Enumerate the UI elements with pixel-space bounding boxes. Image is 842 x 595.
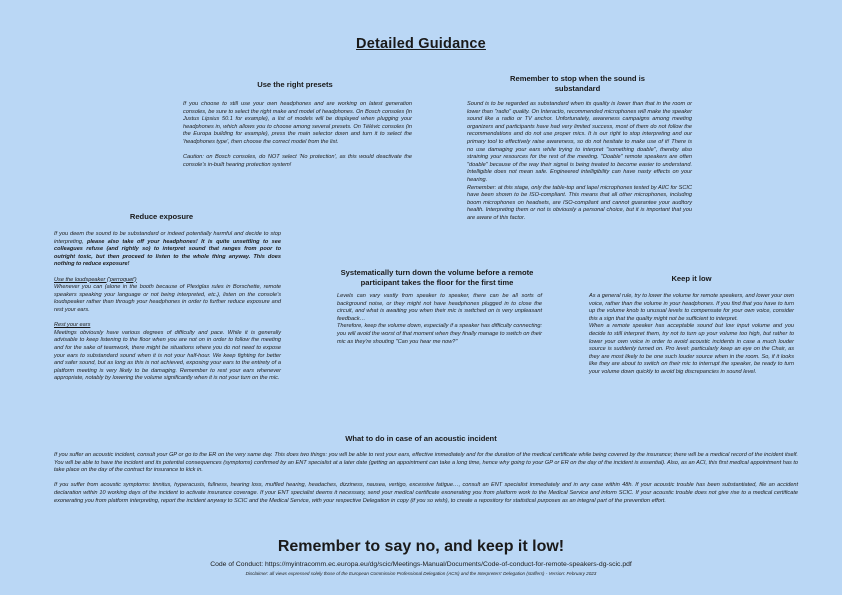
turndown-paragraph: Levels can vary vastly from speaker to speaker, there can be all sorts of background noise, or they might not have headphones plugged in to close the circuit, and what is awaiting you when their mic is switched on is very unpleasant feedback…: [337, 293, 542, 322]
rest-ears-paragraph: Meetings obviously have various degrees of difficulty and pace. While it is generally advisable to keep listening to the floor when you are not on in order to follow the meeting and for the sake of teamwork, there might be situations where you do not need to expose your ears to substandard sound when it is not your half-hour. We keep fighting for better and safer sound, but as long as this is not achieved, exposing your ears to the entirety of a platform meeting is very likely to be damaging. Remember to rest your ears whenever appropriate, notably by lowering the volume significantly when it is not your turn on the mic.: [54, 329, 281, 382]
stop-heading: Remember to stop when the sound is substandard: [509, 74, 645, 93]
reduce-heading: Reduce exposure: [129, 212, 194, 221]
incident-paragraph: If you suffer an acoustic incident, consult your GP or go to the ER on the very same day. This does two things: you will be able to rest your ears, effective immediately and for the duration of the medical certificate while being covered by the insurance; there will be a medical record of the incident itself. You will be able to have the incident and its potential consequences (symptoms) confirmed by an ENT specialist at a later date (getting an appointment can take a long time, hence why going to your GP or ER on the day of the incident is essential). Also, as an ACI, this first medical appointment has to take place on the day of the contract for insurance to kick in.: [54, 452, 798, 474]
stop-section: [467, 101, 692, 223]
keeplow-pro-paragraph: When a remote speaker has acceptable sound but low input volume and you decide to still interpret them, try not to turn up your volume too high, but rather to lower your own voice in order to avoid acoustic incidents in case a much louder source is suddenly turned on. Pro level: particularly keep an eye on the Chair, as they are most likely to be one such louder source when in the room. So, if it looks like they are about to switch on their mic to interrupt the speaker, be ready to turn your volume down quickly to avoid big discrepancies in sound level.: [589, 323, 794, 375]
reduce-paragraph-text: If you deem the sound to be substandard or indeed potentially harmful and decide to stop interpreting,: [54, 231, 281, 245]
keeplow-paragraph: As a general rule, try to lower the volume for remote speakers, and lower your own voice, rather than the volume in your headphones. If you find that you have to turn up the volume knob to unusual levels to compensate for your own voice, consider this a sign that the quality might not be sufficient to interpret.: [589, 293, 794, 322]
code-of-conduct: Code of Conduct: https://myintracomm.ec.europa.eu/dg/scic/Meetings-Manual/Documents/Code-of-conduct-for-remote-speakers-dg-scic.pdf: [210, 561, 632, 568]
keeplow-section: [589, 293, 794, 377]
presets-paragraph: If you choose to still use your own headphones and are working on latest generation consoles, be sure to select the right make and model of headphones. On Bosch consoles (in Justus Lipsius 50.1 for example), a list of models will be displayed when plugging your headphones in, which allows you to choose among several presets. On Télévic consoles (in the Europa building for example), press the main selector down and turn it to select the 'headphones type', then choose the correct model from the list.: [183, 101, 412, 145]
loudspeaker-paragraph: Whenever you can (alone in the booth because of Plexiglas rules in Borschette, remote speakers speaking your language or not being interpreted, etc.), listen on the console's loudspeaker rather than through your headphones in order to further reduce exposure and rest your ears.: [54, 284, 281, 313]
turndown-therefore-paragraph: Therefore, keep the volume down, especially if a speaker has difficulty connecting: you will avoid the worst of that moment when they finally manage to switch on their mic as they're shouting "Can you hear me now?": [337, 323, 542, 345]
page-title: Detailed Guidance: [356, 36, 486, 52]
rest-ears-subheading: Rest your ears: [54, 322, 91, 329]
incident-section: [54, 452, 798, 505]
presets-section: [183, 101, 412, 169]
slogan: Remember to say no, and keep it low!: [277, 538, 565, 555]
reduce-section: [54, 231, 281, 383]
keeplow-heading: Keep it low: [671, 274, 712, 283]
presets-caution: Caution: on Bosch consoles, do NOT select 'No protection', as this would deactivate the console's in-built hearing protection system!: [183, 154, 412, 168]
turndown-heading: Systematically turn down the volume before a remote participant takes the floor for the first time: [340, 268, 534, 287]
symptoms-paragraph: If you suffer from acoustic symptoms: tinnitus, hyperacusis, fullness, hearing loss, muffled hearing, headaches, dizziness, nausea, vertigo, excessive fatigue…, consult an ENT specialist immediately and in any case within 48h. If your acoustic trouble has been substantiated, file an accident declaration within 10 working days of the incident to activate insurance coverage. If your ENT specialist deems it necessary, send your medical certificate exonerating you from platform work to the Medical Service and inform SCIC. If your acoustic trouble does not give rise to a medical certificate exonerating you from platform interpreting, report the incident anyway to SCIC and the Medical Service, with your respective Delegation in copy (if you so wish), to create a repository for statistical purposes as an integral part of the prevention effort.: [54, 482, 798, 504]
reduce-paragraph: [54, 231, 281, 269]
presets-heading: Use the right presets: [257, 80, 333, 89]
loudspeaker-subheading: Use the loudspeaker ('perroquet'): [54, 276, 137, 283]
stop-paragraph: Sound is to be regarded as substandard when its quality is lower than that in the room or lower than "radio" quality. On Interactio, recommended microphones will make the speaker sound like a radio or TV anchor. Unfortunately, awareness campaigns among meeting organizers and participants have had very limited success, most of them do not follow the recommendations and do not use proper mics. It is our right to stop interpreting and our primary tool to effectively raise awareness, so do not hesitate to make use of it! There is no use damaging your ears while trying to interpret "something doable", thereby also straining your resources for the rest of the meeting. "Doable" remote speakers are often "doable" because of the way their signal is being treated to become easier to understand. Intelligible does not mean safe. Engineered intelligibility can have nasty effects on your hearing.: [467, 101, 692, 183]
disclaimer: Disclaimer: all views expressed solely those of the European Commission Professional Delegation (ACIs) and the Interpreters' Delegation (staffers) - Version: February 2023: [245, 571, 597, 576]
incident-heading: What to do in case of an acoustic incident: [345, 434, 497, 443]
reduce-paragraph-bold: please also take off your headphones! It is quite unsettling to see colleagues refuse (and rightly so) to interpret sound that ranges from poor to outright toxic, but then proceed to listen to the whole thing anyway. This does nothing to reduce exposure!: [54, 238, 281, 268]
turndown-section: [337, 293, 542, 346]
stop-remember-paragraph: Remember: at this stage, only the table-top and lapel microphones tested by AIIC for SCIC have been shown to be ISO-compliant. This means that all other microphones, including boom microphones on headsets, are ISO-compliant and cannot guarantee your auditory health. Interpreting them or not is obviously a personal choice, but it is important that you are aware of this factor.: [467, 184, 692, 221]
